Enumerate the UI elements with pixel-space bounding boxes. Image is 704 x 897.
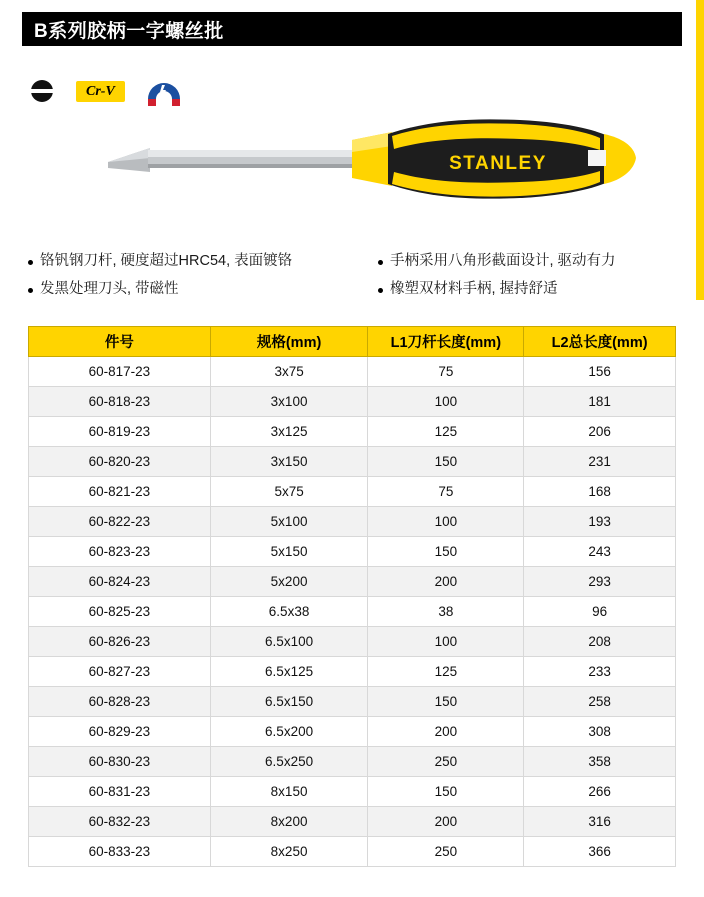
material-badge-label: Cr-V	[76, 81, 125, 102]
feature-item	[378, 252, 678, 272]
cell-size: 6.5x125	[210, 657, 368, 687]
cell-blade-length: 250	[368, 837, 524, 867]
column-header-total-length: L2总长度(mm)	[524, 327, 676, 357]
cell-size: 5x200	[210, 567, 368, 597]
magnet-icon	[141, 75, 187, 107]
cell-total-length: 308	[524, 717, 676, 747]
specification-table	[28, 326, 676, 867]
table-row	[29, 837, 676, 867]
cell-blade-length: 100	[368, 627, 524, 657]
badge-row	[24, 74, 187, 108]
cell-size: 8x200	[210, 807, 368, 837]
cell-total-length: 293	[524, 567, 676, 597]
cell-blade-length: 150	[368, 447, 524, 477]
cell-part-number: 60-822-23	[29, 507, 211, 537]
table-row	[29, 687, 676, 717]
cell-size: 3x100	[210, 387, 368, 417]
table-row	[29, 537, 676, 567]
feature-list	[28, 252, 676, 299]
cell-part-number: 60-821-23	[29, 477, 211, 507]
cell-total-length: 266	[524, 777, 676, 807]
feature-text: 手柄采用八角形截面设计, 驱动有力	[390, 253, 616, 269]
cell-blade-length: 150	[368, 537, 524, 567]
cell-total-length: 358	[524, 747, 676, 777]
cell-size: 3x75	[210, 357, 368, 387]
table-row	[29, 627, 676, 657]
column-header-part-number: 件号	[29, 327, 211, 357]
cell-blade-length: 250	[368, 747, 524, 777]
cell-blade-length: 38	[368, 597, 524, 627]
cell-part-number: 60-823-23	[29, 537, 211, 567]
table-row	[29, 717, 676, 747]
cell-part-number: 60-818-23	[29, 387, 211, 417]
cell-total-length: 233	[524, 657, 676, 687]
bullet-icon	[28, 288, 33, 293]
table-row	[29, 357, 676, 387]
cell-total-length: 258	[524, 687, 676, 717]
cell-total-length: 316	[524, 807, 676, 837]
cell-size: 5x75	[210, 477, 368, 507]
cell-part-number: 60-826-23	[29, 627, 211, 657]
cell-part-number: 60-833-23	[29, 837, 211, 867]
cell-blade-length: 200	[368, 717, 524, 747]
cell-size: 6.5x250	[210, 747, 368, 777]
cell-part-number: 60-827-23	[29, 657, 211, 687]
cell-part-number: 60-819-23	[29, 417, 211, 447]
material-badge	[76, 82, 125, 100]
cell-blade-length: 100	[368, 507, 524, 537]
table-row	[29, 747, 676, 777]
cell-total-length: 206	[524, 417, 676, 447]
svg-text:STANLEY: STANLEY	[449, 153, 547, 174]
cell-part-number: 60-828-23	[29, 687, 211, 717]
cell-blade-length: 200	[368, 567, 524, 597]
bullet-icon	[28, 260, 33, 265]
table-row	[29, 477, 676, 507]
table-row	[29, 777, 676, 807]
table-row	[29, 597, 676, 627]
feature-item	[378, 280, 678, 300]
cell-total-length: 96	[524, 597, 676, 627]
cell-size: 8x250	[210, 837, 368, 867]
cell-total-length: 243	[524, 537, 676, 567]
cell-total-length: 181	[524, 387, 676, 417]
bullet-icon	[378, 288, 383, 293]
table-row	[29, 387, 676, 417]
cell-total-length: 156	[524, 357, 676, 387]
cell-size: 6.5x38	[210, 597, 368, 627]
column-header-blade-length: L1刀杆长度(mm)	[368, 327, 524, 357]
cell-blade-length: 125	[368, 657, 524, 687]
cell-blade-length: 75	[368, 477, 524, 507]
feature-text: 橡塑双材料手柄, 握持舒适	[390, 280, 558, 297]
cell-total-length: 208	[524, 627, 676, 657]
cell-size: 5x100	[210, 507, 368, 537]
feature-item	[28, 280, 378, 300]
table-row	[29, 567, 676, 597]
table-row	[29, 417, 676, 447]
cell-part-number: 60-825-23	[29, 597, 211, 627]
cell-part-number: 60-820-23	[29, 447, 211, 477]
cell-blade-length: 150	[368, 777, 524, 807]
cell-blade-length: 75	[368, 357, 524, 387]
cell-blade-length: 200	[368, 807, 524, 837]
table-body	[29, 357, 676, 867]
cell-size: 6.5x200	[210, 717, 368, 747]
cell-size: 6.5x100	[210, 627, 368, 657]
cell-total-length: 168	[524, 477, 676, 507]
cell-part-number: 60-830-23	[29, 747, 211, 777]
product-image	[0, 112, 704, 240]
cell-size: 6.5x150	[210, 687, 368, 717]
table-header-row	[29, 327, 676, 357]
cell-part-number: 60-817-23	[29, 357, 211, 387]
cell-part-number: 60-831-23	[29, 777, 211, 807]
page-title-bar	[22, 12, 682, 46]
cell-total-length: 366	[524, 837, 676, 867]
cell-size: 8x150	[210, 777, 368, 807]
table-row	[29, 447, 676, 477]
cell-part-number: 60-832-23	[29, 807, 211, 837]
feature-text: 发黑处理刀头, 带磁性	[40, 280, 179, 297]
feature-item	[28, 252, 378, 272]
page-title: B系列胶柄一字螺丝批	[34, 20, 224, 42]
table-row	[29, 657, 676, 687]
table-row	[29, 507, 676, 537]
cell-part-number: 60-824-23	[29, 567, 211, 597]
slotted-tip-icon	[24, 76, 60, 106]
cell-blade-length: 100	[368, 387, 524, 417]
cell-total-length: 231	[524, 447, 676, 477]
bullet-icon	[378, 260, 383, 265]
cell-total-length: 193	[524, 507, 676, 537]
column-header-size: 规格(mm)	[210, 327, 368, 357]
cell-size: 3x125	[210, 417, 368, 447]
cell-blade-length: 125	[368, 417, 524, 447]
cell-part-number: 60-829-23	[29, 717, 211, 747]
cell-size: 5x150	[210, 537, 368, 567]
table-row	[29, 807, 676, 837]
cell-size: 3x150	[210, 447, 368, 477]
cell-blade-length: 150	[368, 687, 524, 717]
feature-text: 铬钒钢刀杆, 硬度超过HRC54, 表面镀铬	[40, 253, 293, 269]
table-header	[29, 327, 676, 357]
